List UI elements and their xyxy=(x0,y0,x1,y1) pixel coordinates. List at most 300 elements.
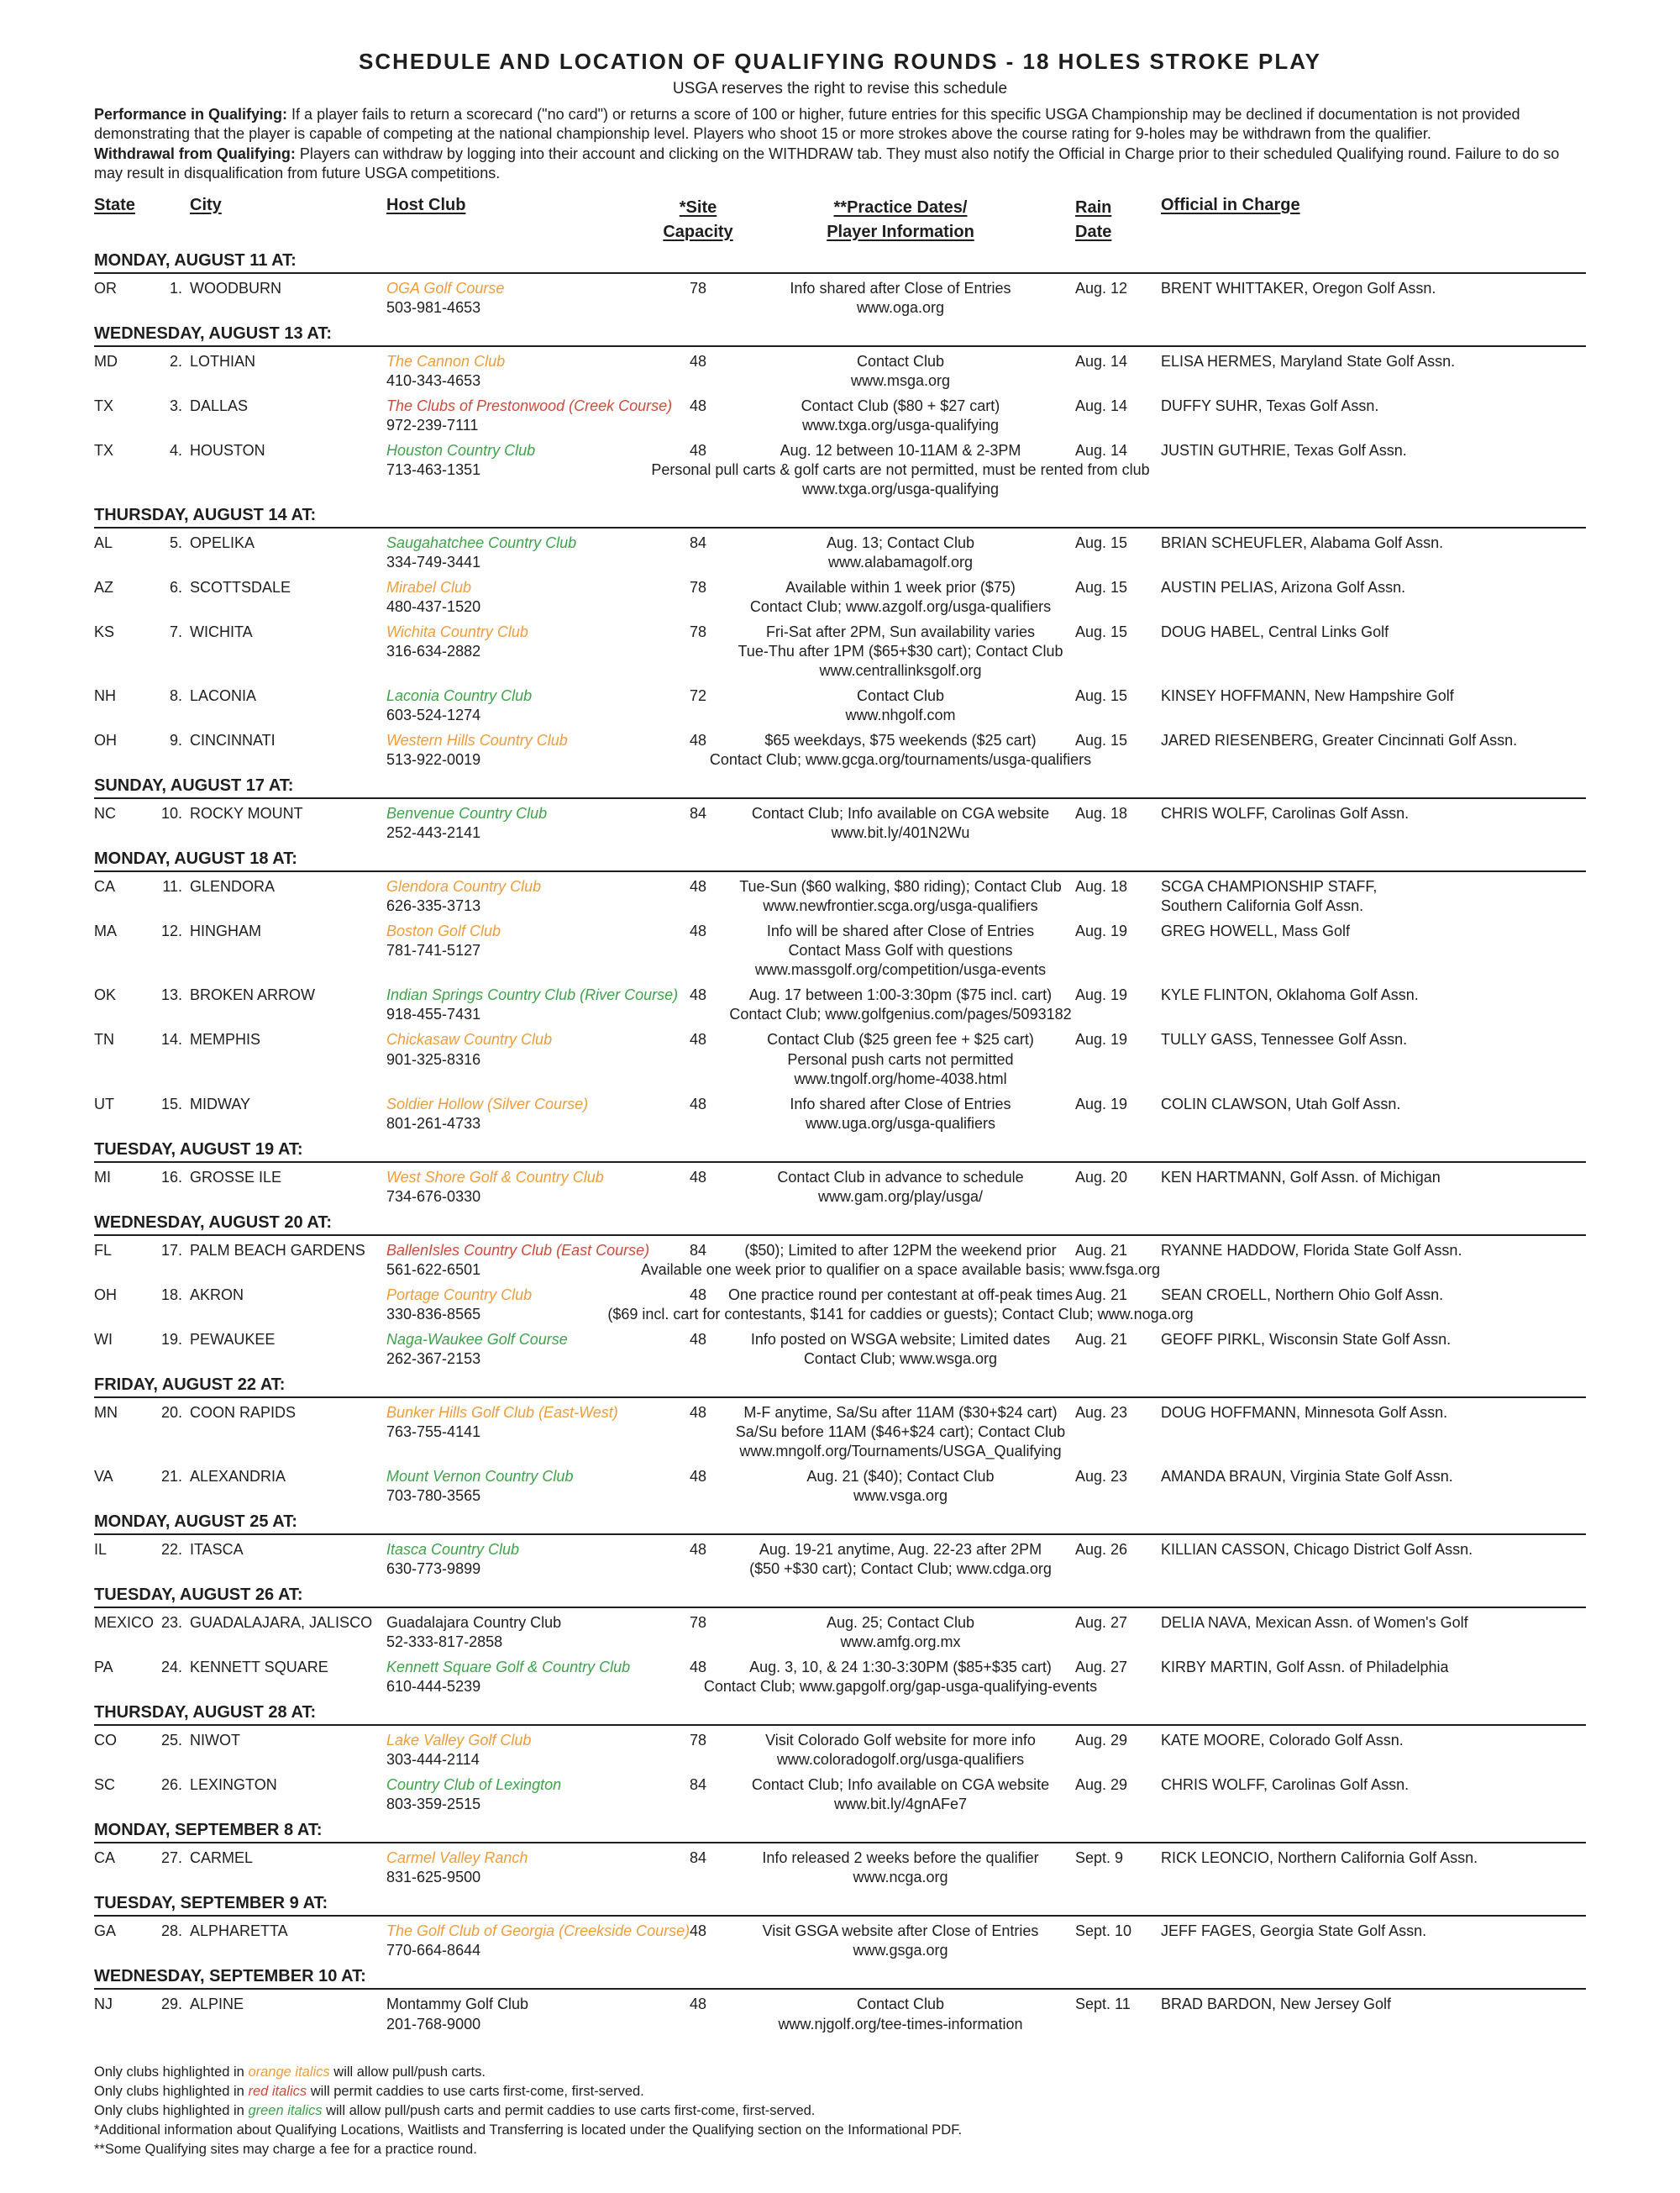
table-row xyxy=(94,1241,1586,1280)
footnote-line: *Additional information about Qualifying Locations, Waitlists and Transferring is located under the Qualifying section on the Informational PDF. xyxy=(94,2122,963,2138)
city-cell: LOTHIAN xyxy=(190,352,256,370)
rain-date: Sept. 10 xyxy=(1075,1922,1132,1940)
state-cell: MN xyxy=(94,1403,118,1421)
row-number: 19. xyxy=(160,1330,182,1348)
site-capacity: 78 xyxy=(689,1732,707,1749)
city-cell: ALPINE xyxy=(190,1996,244,2013)
official-in-charge xyxy=(1161,397,1586,416)
practice-info-line: Fri-Sat after 2PM, Sun availability varies xyxy=(765,623,1036,640)
schedule-section xyxy=(94,1967,1586,2033)
practice-info-line: www.mngolf.org/Tournaments/USGA_Qualifying xyxy=(739,1442,1062,1459)
host-club-phone: 603-524-1274 xyxy=(386,707,481,724)
practice-info xyxy=(726,922,1075,980)
site-capacity: 48 xyxy=(689,352,707,370)
row-number: 1. xyxy=(169,279,182,297)
table-row xyxy=(94,1731,1586,1770)
official-in-charge xyxy=(1161,1849,1586,1868)
rain-date: Aug. 14 xyxy=(1075,352,1128,370)
section-divider-line xyxy=(94,272,1586,274)
host-club-cell xyxy=(386,578,670,617)
rain-date: Aug. 15 xyxy=(1075,578,1128,596)
state-cell: MA xyxy=(94,923,117,940)
row-number: 18. xyxy=(160,1286,182,1303)
practice-info xyxy=(726,397,1075,435)
state-cell: KS xyxy=(94,623,115,640)
table-row xyxy=(94,623,1586,681)
official-in-charge xyxy=(1161,1241,1586,1260)
host-club-name: Bunker Hills Golf Club (East-West) xyxy=(386,1403,618,1421)
practice-info xyxy=(709,731,1092,770)
footnote-line: **Some Qualifying sites may charge a fee for a practice round. xyxy=(94,2141,477,2157)
practice-info-line: Tue-Sun ($60 walking, $80 riding); Contact Club xyxy=(739,878,1062,896)
official-in-charge xyxy=(1161,623,1586,642)
site-capacity: 72 xyxy=(689,687,707,705)
table-row xyxy=(94,1330,1586,1369)
practice-info-line: Info released 2 weeks before the qualifier xyxy=(762,1849,1039,1867)
rain-date: Aug. 23 xyxy=(1075,1467,1128,1485)
site-capacity: 48 xyxy=(689,1922,707,1940)
host-club-phone: 801-261-4733 xyxy=(386,1114,481,1132)
host-club-name: Portage Country Club xyxy=(386,1286,533,1303)
practice-info-line: www.gsga.org xyxy=(853,1942,948,1959)
host-club-cell xyxy=(386,1995,670,2033)
host-club-phone: 330-836-8565 xyxy=(386,1305,481,1323)
official-in-charge xyxy=(1161,1095,1586,1114)
host-club-cell xyxy=(386,922,670,960)
section-divider-line xyxy=(94,1988,1586,1990)
official-line: TULLY GASS, Tennessee Golf Assn. xyxy=(1161,1031,1408,1049)
page-subtitle: USGA reserves the right to revise this schedule xyxy=(672,80,1008,97)
official-line: DUFFY SUHR, Texas Golf Assn. xyxy=(1161,397,1379,414)
host-club-phone: 316-634-2882 xyxy=(386,643,481,660)
host-club-phone: 630-773-9899 xyxy=(386,1560,481,1578)
practice-info xyxy=(726,1922,1075,1960)
site-capacity: 48 xyxy=(689,732,707,749)
official-line: CHRIS WOLFF, Carolinas Golf Assn. xyxy=(1161,805,1410,823)
host-club-cell xyxy=(386,1030,670,1069)
day-header: TUESDAY, AUGUST 19 AT: xyxy=(94,1139,303,1159)
official-in-charge xyxy=(1161,352,1586,371)
practice-info-line: www.tngolf.org/home-4038.html xyxy=(794,1070,1007,1087)
practice-info-line: Aug. 19-21 anytime, Aug. 22-23 after 2PM xyxy=(759,1541,1042,1559)
rain-date: Aug. 15 xyxy=(1075,687,1128,705)
practice-info xyxy=(726,804,1075,843)
practice-info-line: Available within 1 week prior ($75) xyxy=(785,578,1016,596)
city-cell: LACONIA xyxy=(190,687,257,705)
state-cell: IL xyxy=(94,1541,108,1559)
host-club-cell xyxy=(386,731,670,770)
host-club-name: Benvenue Country Club xyxy=(386,805,548,823)
table-row xyxy=(94,1849,1586,1887)
site-capacity: 48 xyxy=(689,1659,707,1676)
practice-info xyxy=(703,1658,1098,1696)
section-divider-line xyxy=(94,1161,1586,1163)
state-cell: NH xyxy=(94,687,116,705)
row-number: 20. xyxy=(160,1403,182,1421)
practice-info-line: Info shared after Close of Entries xyxy=(790,279,1011,297)
section-divider-line xyxy=(94,870,1586,872)
state-cell: NC xyxy=(94,805,116,823)
host-club-name: Naga-Waukee Golf Course xyxy=(386,1330,568,1348)
host-club-cell xyxy=(386,534,670,572)
host-club-cell xyxy=(386,1330,670,1369)
row-number: 24. xyxy=(160,1659,182,1676)
rain-date: Aug. 21 xyxy=(1075,1330,1128,1348)
table-row xyxy=(94,804,1586,843)
day-header: WEDNESDAY, AUGUST 20 AT: xyxy=(94,1212,333,1232)
practice-info-line: www.newfrontier.scga.org/usga-qualifiers xyxy=(763,897,1038,915)
row-number: 23. xyxy=(160,1614,182,1632)
state-cell: AZ xyxy=(94,578,114,596)
host-club-phone: 626-335-3713 xyxy=(386,897,481,915)
city-cell: HOUSTON xyxy=(190,441,265,459)
host-club-phone: 901-325-8316 xyxy=(386,1050,481,1068)
practice-info-line: ($69 incl. cart for contestants, $141 for caddies or guests); Contact Club; www.noga.org xyxy=(607,1305,1194,1323)
practice-info-line: www.centrallinksgolf.org xyxy=(819,662,982,680)
table-row xyxy=(94,1995,1586,2033)
table-row xyxy=(94,352,1586,391)
host-club-phone: 781-741-5127 xyxy=(386,942,481,960)
day-header: MONDAY, AUGUST 18 AT: xyxy=(94,849,297,869)
state-cell: TX xyxy=(94,397,114,414)
practice-info xyxy=(726,1731,1075,1770)
schedule-section xyxy=(94,324,1586,499)
row-number: 12. xyxy=(160,923,182,940)
site-capacity: 84 xyxy=(689,1776,707,1794)
table-row xyxy=(94,1403,1586,1461)
practice-info-line: Available one week prior to qualifier on a space available basis; www.fsga.org xyxy=(640,1260,1161,1278)
row-number: 4. xyxy=(169,441,182,459)
city-cell: WICHITA xyxy=(190,623,253,640)
row-number: 26. xyxy=(160,1776,182,1794)
day-header: TUESDAY, AUGUST 26 AT: xyxy=(94,1586,303,1605)
practice-info-line: Aug. 3, 10, & 24 1:30-3:30PM ($85+$35 cart) xyxy=(749,1659,1052,1676)
practice-info-line: www.amfg.org.mx xyxy=(840,1633,961,1651)
practice-info xyxy=(726,1095,1075,1133)
host-club-name: The Golf Club of Georgia (Creekside Course) xyxy=(386,1922,690,1940)
host-club-name: Houston Country Club xyxy=(386,441,536,459)
official-line: AMANDA BRAUN, Virginia State Golf Assn. xyxy=(1161,1467,1453,1485)
city-cell: GROSSE ILE xyxy=(190,1168,282,1186)
site-capacity: 78 xyxy=(689,279,707,297)
rain-date: Aug. 15 xyxy=(1075,534,1128,551)
host-club-phone: 201-768-9000 xyxy=(386,2015,481,2033)
official-in-charge xyxy=(1161,1168,1586,1187)
host-club-name: Kennett Square Golf & Country Club xyxy=(386,1659,631,1676)
schedule-section xyxy=(94,506,1586,770)
rain-date: Sept. 9 xyxy=(1075,1849,1124,1867)
practice-info-line: Contact Club; www.wsga.org xyxy=(803,1349,998,1367)
table-row xyxy=(94,578,1586,617)
section-divider-line xyxy=(94,1724,1586,1726)
host-club-cell xyxy=(386,1467,670,1506)
host-club-cell xyxy=(386,1658,670,1696)
schedule-section xyxy=(94,1894,1586,1960)
host-club-name: Laconia Country Club xyxy=(386,687,533,705)
official-line: ELISA HERMES, Maryland State Golf Assn. xyxy=(1161,352,1456,370)
state-cell: CO xyxy=(94,1732,117,1749)
official-in-charge xyxy=(1161,534,1586,553)
practice-info-line: www.vsga.org xyxy=(853,1487,948,1504)
footnotes xyxy=(94,2063,1586,2159)
practice-info-line: www.oga.org xyxy=(856,298,945,316)
official-line: JUSTIN GUTHRIE, Texas Golf Assn. xyxy=(1161,441,1407,459)
host-club-cell xyxy=(386,1849,670,1887)
host-club-phone: 831-625-9500 xyxy=(386,1869,481,1886)
official-line: KIRBY MARTIN, Golf Assn. of Philadelphia xyxy=(1161,1659,1449,1676)
official-line: KEN HARTMANN, Golf Assn. of Michigan xyxy=(1161,1168,1441,1186)
day-header: MONDAY, SEPTEMBER 8 AT: xyxy=(94,1821,323,1840)
practice-info xyxy=(726,1467,1075,1506)
practice-info-line: Contact Club; Info available on CGA website xyxy=(751,805,1050,823)
practice-info xyxy=(726,1403,1075,1461)
table-row xyxy=(94,1095,1586,1133)
col-header-rain-date: Rain Date xyxy=(1075,197,1112,241)
practice-info-line: ($50); Limited to after 12PM the weekend prior xyxy=(744,1241,1057,1259)
schedule-section xyxy=(94,1586,1586,1696)
host-club-phone: 503-981-4653 xyxy=(386,298,481,316)
rain-date: Aug. 27 xyxy=(1075,1614,1128,1632)
practice-info-line: $65 weekdays, $75 weekends ($25 cart) xyxy=(764,732,1037,749)
rain-date: Aug. 29 xyxy=(1075,1732,1128,1749)
schedule-section xyxy=(94,251,1586,318)
table-row xyxy=(94,1775,1586,1814)
practice-info-line: www.txga.org/usga-qualifying xyxy=(801,480,1000,497)
host-club-phone: 480-437-1520 xyxy=(386,597,481,615)
official-in-charge xyxy=(1161,1330,1586,1349)
site-capacity: 48 xyxy=(689,1286,707,1303)
schedule-section xyxy=(94,1213,1586,1369)
practice-info-line: Aug. 25; Contact Club xyxy=(826,1614,975,1632)
city-cell: HINGHAM xyxy=(190,923,261,940)
rain-date: Aug. 27 xyxy=(1075,1659,1128,1676)
table-row xyxy=(94,986,1586,1024)
practice-info xyxy=(726,1849,1075,1887)
state-cell: PA xyxy=(94,1659,113,1676)
col-header-host-club: Host Club xyxy=(386,195,466,214)
row-number: 28. xyxy=(160,1922,182,1940)
site-capacity: 48 xyxy=(689,986,707,1004)
section-divider-line xyxy=(94,345,1586,347)
official-line: SCGA CHAMPIONSHIP STAFF, xyxy=(1161,878,1378,896)
city-cell: LEXINGTON xyxy=(190,1776,277,1794)
official-in-charge xyxy=(1161,578,1586,597)
row-number: 22. xyxy=(160,1541,182,1559)
host-club-cell xyxy=(386,686,670,725)
official-in-charge xyxy=(1161,279,1586,298)
host-club-cell xyxy=(386,1095,670,1133)
table-row xyxy=(94,922,1586,980)
rain-date: Aug. 19 xyxy=(1075,923,1128,940)
official-in-charge xyxy=(1161,1775,1586,1795)
practice-info-line: www.bit.ly/4gnAFe7 xyxy=(833,1796,968,1813)
official-line: RYANNE HADDOW, Florida State Golf Assn. xyxy=(1161,1241,1462,1259)
practice-info xyxy=(726,623,1075,681)
host-club-cell xyxy=(386,1403,670,1442)
row-number: 25. xyxy=(160,1732,182,1749)
practice-info-line: www.txga.org/usga-qualifying xyxy=(801,416,1000,434)
state-cell: OH xyxy=(94,732,117,749)
official-line: Southern California Golf Assn. xyxy=(1161,897,1364,915)
practice-info-line: www.alabamagolf.org xyxy=(827,553,974,571)
host-club-cell xyxy=(386,1775,670,1814)
official-in-charge xyxy=(1161,1922,1586,1941)
table-row xyxy=(94,731,1586,770)
host-club-phone: 561-622-6501 xyxy=(386,1260,481,1278)
rain-date: Aug. 15 xyxy=(1075,623,1128,640)
day-header: THURSDAY, AUGUST 28 AT: xyxy=(94,1703,317,1722)
official-line: BRAD BARDON, New Jersey Golf xyxy=(1161,1996,1392,2013)
table-row xyxy=(94,1467,1586,1506)
host-club-phone: 52-333-817-2858 xyxy=(386,1633,503,1651)
row-number: 27. xyxy=(160,1849,182,1867)
site-capacity: 78 xyxy=(689,623,707,640)
official-line: KATE MOORE, Colorado Golf Assn. xyxy=(1161,1732,1404,1749)
state-cell: FL xyxy=(94,1241,113,1259)
host-club-phone: 972-239-7111 xyxy=(386,416,479,434)
host-club-phone: 410-343-4653 xyxy=(386,371,481,389)
host-club-name: Itasca Country Club xyxy=(386,1541,520,1559)
host-club-name: Glendora Country Club xyxy=(386,878,542,896)
city-cell: GUADALAJARA, JALISCO xyxy=(190,1614,373,1632)
practice-info-line: Sa/Su before 11AM ($46+$24 cart); Contact Club xyxy=(735,1423,1066,1440)
official-line: AUSTIN PELIAS, Arizona Golf Assn. xyxy=(1161,578,1406,596)
official-in-charge xyxy=(1161,1613,1586,1633)
day-header: WEDNESDAY, AUGUST 13 AT: xyxy=(94,323,333,343)
practice-info-line: Contact Mass Golf with questions xyxy=(788,942,1013,960)
site-capacity: 84 xyxy=(689,1849,707,1867)
footnote-line: Only clubs highlighted in orange italics will allow pull/push carts. xyxy=(94,2064,486,2080)
official-in-charge xyxy=(1161,441,1586,460)
official-line: RICK LEONCIO, Northern California Golf Assn. xyxy=(1161,1849,1478,1867)
official-in-charge xyxy=(1161,877,1586,916)
city-cell: ROCKY MOUNT xyxy=(190,805,303,823)
table-row xyxy=(94,1030,1586,1088)
practice-info-line: Info posted on WSGA website; Limited dates xyxy=(750,1330,1051,1348)
rain-date: Aug. 21 xyxy=(1075,1286,1128,1303)
host-club-cell xyxy=(386,1540,670,1579)
row-number: 3. xyxy=(169,397,182,414)
footnote-highlight: orange italics xyxy=(248,2064,330,2080)
official-in-charge xyxy=(1161,1995,1586,2014)
state-cell: AL xyxy=(94,534,113,551)
official-line: DELIA NAVA, Mexican Assn. of Women's Golf xyxy=(1161,1614,1468,1632)
rain-date: Aug. 15 xyxy=(1075,732,1128,749)
host-club-name: Carmel Valley Ranch xyxy=(386,1849,528,1867)
state-cell: OR xyxy=(94,279,117,297)
state-cell: NJ xyxy=(94,1996,113,2013)
practice-info xyxy=(726,1540,1075,1579)
host-club-cell xyxy=(386,1922,690,1960)
practice-info-line: Info will be shared after Close of Entries xyxy=(766,923,1035,940)
site-capacity: 48 xyxy=(689,878,707,896)
official-line: BRIAN SCHEUFLER, Alabama Golf Assn. xyxy=(1161,534,1444,551)
section-divider-line xyxy=(94,1396,1586,1398)
city-cell: MEMPHIS xyxy=(190,1031,261,1049)
host-club-name: Wichita Country Club xyxy=(386,623,528,640)
table-row xyxy=(94,279,1586,318)
official-line: BRENT WHITTAKER, Oregon Golf Assn. xyxy=(1161,279,1436,297)
rain-date: Aug. 14 xyxy=(1075,441,1128,459)
site-capacity: 48 xyxy=(689,923,707,940)
host-club-name: BallenIsles Country Club (East Course) xyxy=(386,1241,650,1259)
day-header: WEDNESDAY, SEPTEMBER 10 AT: xyxy=(94,1967,366,1986)
host-club-name: Lake Valley Golf Club xyxy=(386,1732,532,1749)
host-club-name: Saugahatchee Country Club xyxy=(386,534,577,551)
day-header: FRIDAY, AUGUST 22 AT: xyxy=(94,1375,286,1394)
practice-info-line: Visit Colorado Golf website for more info xyxy=(765,1732,1036,1749)
practice-info-line: www.nhgolf.com xyxy=(845,707,956,724)
host-club-name: Western Hills Country Club xyxy=(386,732,568,749)
practice-info-line: Contact Club xyxy=(856,1996,945,2013)
host-club-name: West Shore Golf & Country Club xyxy=(386,1168,604,1186)
host-club-phone: 610-444-5239 xyxy=(386,1678,481,1696)
col-header-site-capacity: *Site Capacity xyxy=(663,197,733,241)
site-capacity: 48 xyxy=(689,1031,707,1049)
row-number: 11. xyxy=(162,878,182,896)
rain-date: Sept. 11 xyxy=(1075,1996,1131,2013)
row-number: 2. xyxy=(169,352,182,370)
host-club-cell xyxy=(386,397,673,435)
official-line: KINSEY HOFFMANN, New Hampshire Golf xyxy=(1161,687,1454,705)
row-number: 6. xyxy=(169,578,182,596)
practice-info-line: ($50 +$30 cart); Contact Club; www.cdga.org xyxy=(749,1560,1052,1578)
schedule-section xyxy=(94,1821,1586,1887)
host-club-name: The Cannon Club xyxy=(386,352,506,370)
city-cell: GLENDORA xyxy=(190,878,276,896)
official-in-charge xyxy=(1161,1030,1586,1049)
official-in-charge xyxy=(1161,1467,1586,1486)
city-cell: ITASCA xyxy=(190,1541,244,1559)
host-club-phone: 763-755-4141 xyxy=(386,1423,481,1440)
state-cell: VA xyxy=(94,1467,113,1485)
table-row xyxy=(94,397,1586,435)
host-club-phone: 770-664-8644 xyxy=(386,1942,481,1959)
rain-date: Aug. 19 xyxy=(1075,986,1128,1004)
schedule-section xyxy=(94,1140,1586,1207)
site-capacity: 48 xyxy=(689,1168,707,1186)
day-header: MONDAY, AUGUST 11 AT: xyxy=(94,250,297,270)
section-divider-line xyxy=(94,1842,1586,1843)
host-club-phone: 252-443-2141 xyxy=(386,824,481,842)
site-capacity: 78 xyxy=(689,578,707,596)
official-line: CHRIS WOLFF, Carolinas Golf Assn. xyxy=(1161,1776,1410,1794)
host-club-name: Country Club of Lexington xyxy=(386,1776,562,1794)
table-row xyxy=(94,441,1586,499)
official-line: DOUG HABEL, Central Links Golf xyxy=(1161,623,1389,640)
host-club-phone: 703-780-3565 xyxy=(386,1487,481,1504)
host-club-name: Montammy Golf Club xyxy=(386,1996,529,2013)
site-capacity: 48 xyxy=(689,1330,707,1348)
state-cell: SC xyxy=(94,1776,116,1794)
row-number: 10. xyxy=(160,805,182,823)
city-cell: OPELIKA xyxy=(190,534,255,551)
day-header: SUNDAY, AUGUST 17 AT: xyxy=(94,776,294,796)
practice-info-line: Tue-Thu after 1PM ($65+$30 cart); Contact Club xyxy=(738,643,1063,660)
page-title: SCHEDULE AND LOCATION OF QUALIFYING ROUNDS - 18 HOLES STROKE PLAY xyxy=(359,49,1321,74)
intro-paragraph-label: Withdrawal from Qualifying: xyxy=(94,145,296,162)
rain-date: Aug. 20 xyxy=(1075,1168,1128,1186)
practice-info-line: Contact Club xyxy=(856,352,945,370)
host-club-cell xyxy=(386,1731,670,1770)
city-cell: NIWOT xyxy=(190,1732,240,1749)
schedule-section xyxy=(94,1703,1586,1814)
host-club-cell xyxy=(386,986,679,1024)
footnote-highlight: red italics xyxy=(248,2083,307,2099)
city-cell: BROKEN ARROW xyxy=(190,986,316,1004)
practice-info-line: Contact Club; www.azgolf.org/usga-qualifiers xyxy=(749,597,1052,615)
schedule-section xyxy=(94,1512,1586,1579)
